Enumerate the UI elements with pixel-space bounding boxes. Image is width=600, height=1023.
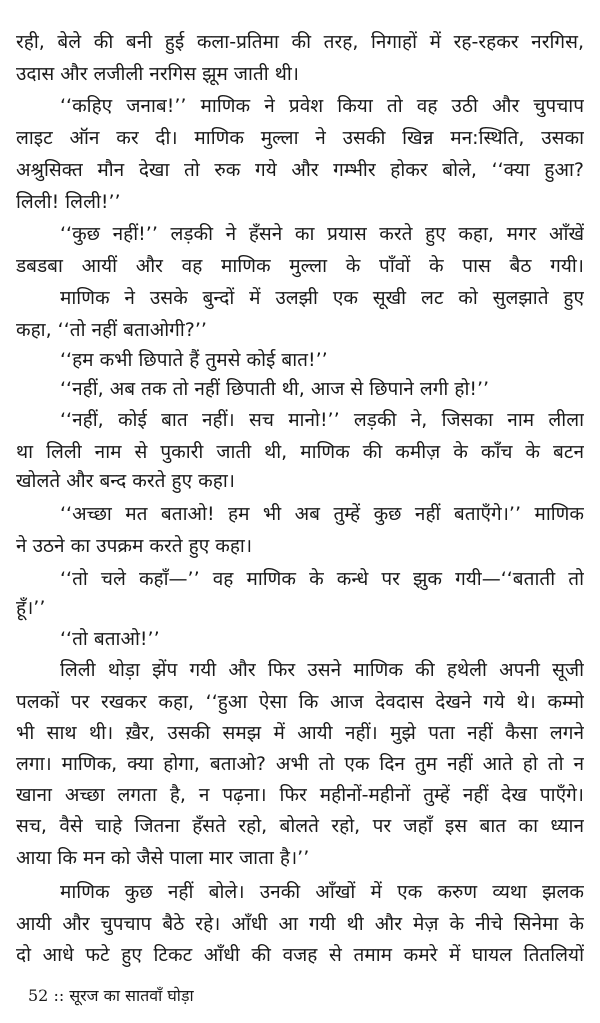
text-line: पलकों पर रखकर कहा, ‘‘हुआ ऐसा कि आज देवदास देखने गये थे। कम्मो (16, 691, 584, 713)
text-line: ‘‘तो चले कहाँ—’’ वह माणिक के कन्धे पर झुक गयी—‘‘बताती तो (60, 568, 584, 590)
text-line: आया कि मन को जैसे पाला मार जाता है।’’ (16, 847, 310, 869)
text-line: लाइट ऑन कर दी। माणिक मुल्ला ने उसकी खिन्न मन:स्थिति, उसका (16, 127, 584, 149)
text-line: ‘‘हम कभी छिपाते हैं तुमसे कोई बात!’’ (60, 349, 328, 371)
text-line: खोलते और बन्द करते हुए कहा। (16, 470, 235, 492)
text-line: डबडबा आयीं और वह माणिक मुल्ला के पाँवों के पास बैठ गयी। (16, 255, 584, 277)
text-line: भी साथ थी। ख़ैर, उसकी समझ में आयी नहीं। मुझे पता नहीं कैसा लगने (16, 722, 584, 744)
text-line: ने उठने का उपक्रम करते हुए कहा। (16, 535, 253, 557)
text-line: दो आधे फटे हुए टिकट आँधी की वजह से तमाम कमरे में घायल तितलियों (16, 944, 584, 966)
text-line: ‘‘नहीं, अब तक तो नहीं छिपाती थी, आज से छिपाने लगी हो!’’ (60, 378, 490, 400)
text-line: रही, बेले की बनी हुई कला-प्रतिमा की तरह, निगाहों में रह-रहकर नरगिस, (16, 31, 584, 53)
text-line: आयी और चुपचाप बैठे रहे। आँधी आ गयी थी और मेज़ के नीचे सिनेमा के (16, 913, 584, 935)
text-line: लगा। माणिक, क्या होगा, बताओ? अभी तो एक दिन तुम नहीं आते हो तो न (16, 753, 584, 775)
text-line: ‘‘कुछ नहीं!’’ लड़की ने हँसने का प्रयास करते हुए कहा, मगर आँखें (60, 223, 584, 245)
page-footer: 52 :: सूरज का सातवाँ घोड़ा (28, 986, 194, 1005)
text-line: ‘‘अच्छा मत बताओ! हम भी अब तुम्हें कुछ नहीं बताएँगे।’’ माणिक (60, 503, 584, 525)
text-line: माणिक कुछ नहीं बोले। उनकी आँखों में एक करुण व्यथा झलक (60, 881, 584, 903)
text-line: ‘‘नहीं, कोई बात नहीं। सच मानो!’’ लड़की ने, जिसका नाम लीला (60, 409, 584, 431)
text-line: उदास और लजीली नरगिस झूम जाती थी। (16, 63, 299, 85)
text-line: माणिक ने उसके बुन्दों में उलझी एक सूखी लट को सुलझाते हुए (60, 287, 584, 309)
text-line: लिली थोड़ा झेंप गयी और फिर उसने माणिक की हथेली अपनी सूजी (60, 659, 584, 681)
text-line: हूँ।’’ (16, 597, 46, 619)
text-line: खाना अच्छा लगता है, न पढ़ना। फिर महीनों-महीनों तुम्हें नहीं देख पाएँगे। (16, 784, 584, 806)
text-line: सच, वैसे चाहे जितना हँसते रहो, बोलते रहो, पर जहाँ इस बात का ध्यान (16, 815, 584, 837)
text-line: कहा, ‘‘तो नहीं बताओगी?’’ (16, 319, 207, 341)
text-line: अश्रुसिक्त मौन देखा तो रुक गये और गम्भीर होकर बोले, ‘‘क्या हुआ? (16, 159, 584, 181)
text-line: लिली! लिली!’’ (16, 191, 121, 213)
text-line: था लिली नाम से पुकारी जाती थी, माणिक की कमीज़ के काँच के बटन (16, 441, 584, 463)
text-line: ‘‘कहिए जनाब!’’ माणिक ने प्रवेश किया तो वह उठी और चुपचाप (60, 95, 584, 117)
text-line: ‘‘तो बताओ!’’ (60, 628, 160, 650)
